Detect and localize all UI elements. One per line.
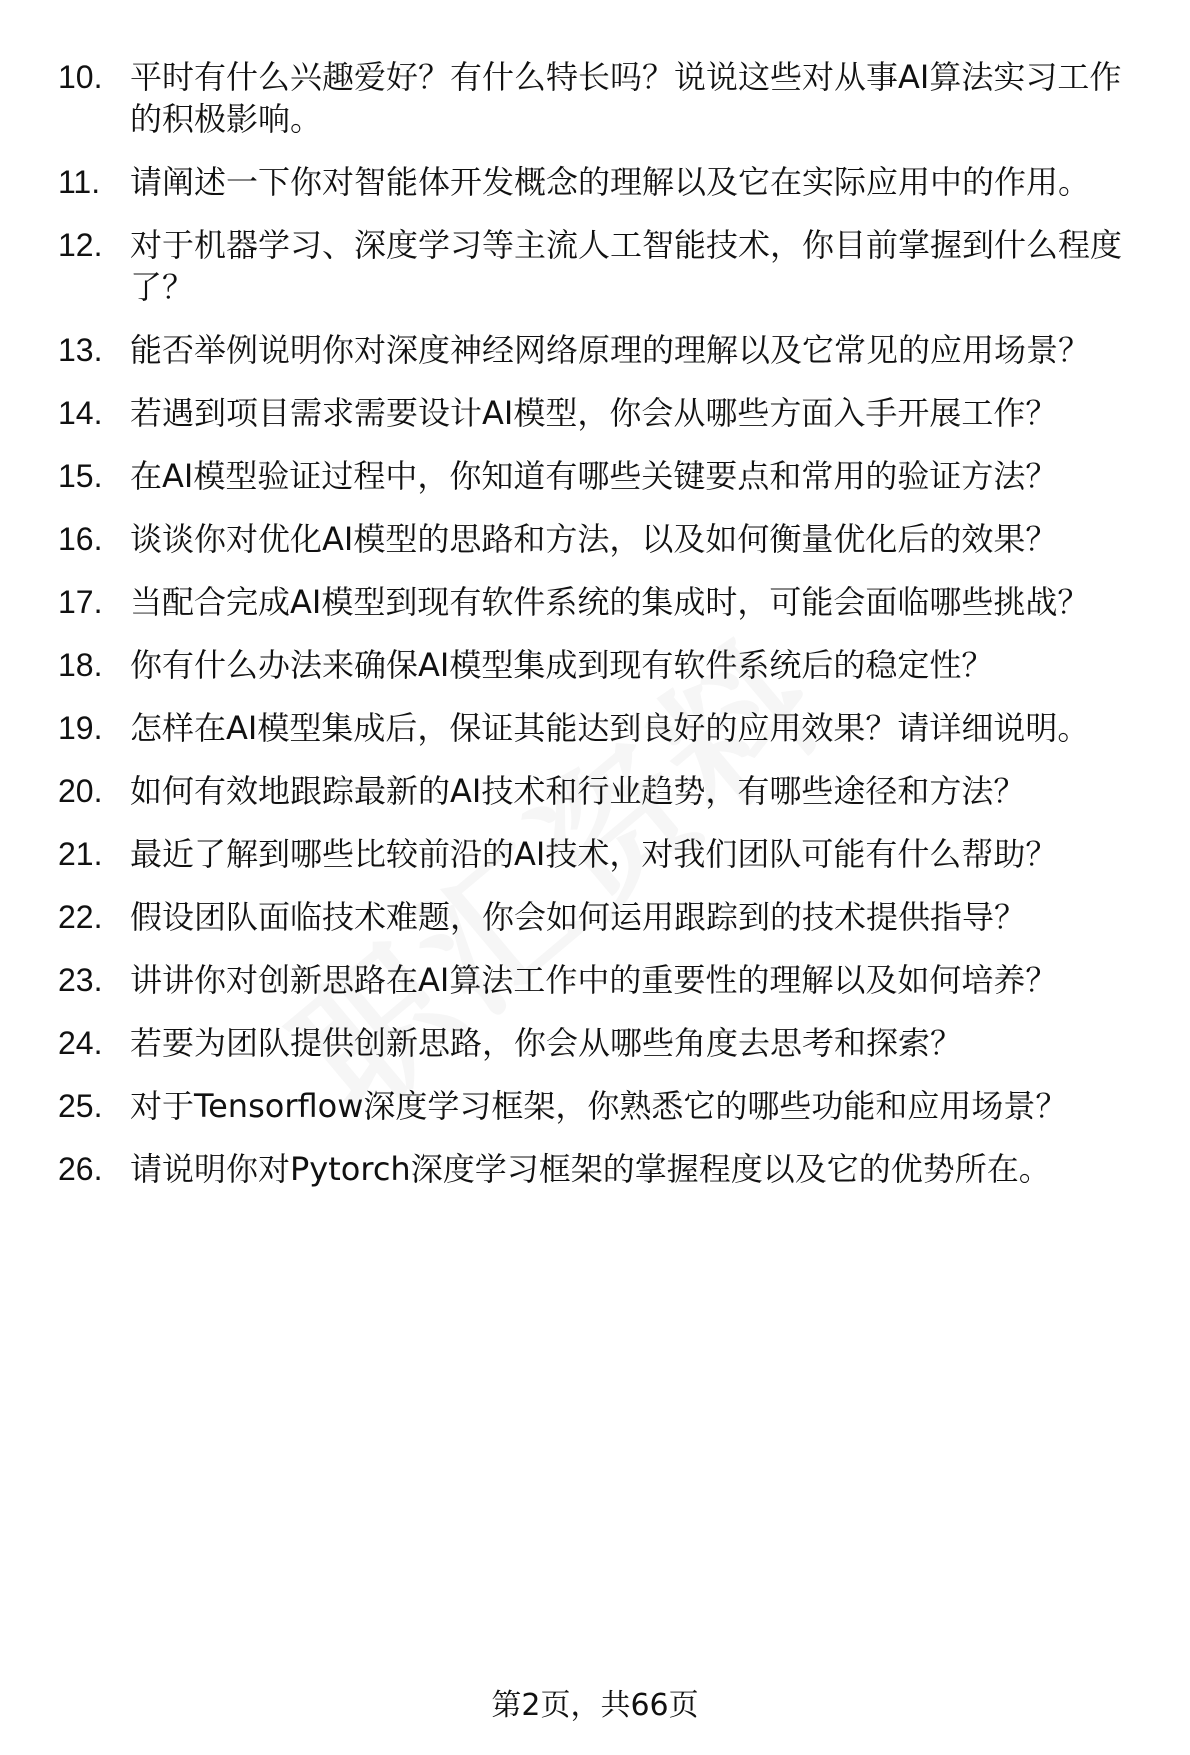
question-number: 18. (58, 647, 103, 683)
question-text: 最近了解到哪些比较前沿的AI技术，对我们团队可能有什么帮助？ (130, 835, 1058, 873)
question-number: 16. (58, 521, 103, 557)
question-number: 15. (58, 458, 103, 494)
question-item (0, 56, 1190, 140)
question-text: 你有什么办法来确保AI模型集成到现有软件系统后的稳定性？ (130, 646, 994, 684)
question-text: 在AI模型验证过程中，你知道有哪些关键要点和常用的验证方法？ (130, 457, 1058, 495)
question-number: 23. (58, 962, 103, 998)
question-text: 请说明你对Pytorch深度学习框架的掌握程度以及它的优势所在。 (130, 1150, 1051, 1188)
question-number: 21. (58, 836, 103, 872)
question-item (0, 1148, 1190, 1190)
question-number: 11. (58, 164, 101, 200)
question-item (0, 224, 1190, 308)
question-text: 对于机器学习、深度学习等主流人工智能技术，你目前掌握到什么程度了？ (130, 226, 1123, 306)
question-item (0, 644, 1190, 686)
question-text: 假设团队面临技术难题，你会如何运用跟踪到的技术提供指导？ (130, 898, 1027, 936)
question-number: 20. (58, 773, 103, 809)
question-number: 17. (58, 584, 103, 620)
question-item (0, 518, 1190, 560)
question-number: 24. (58, 1025, 103, 1061)
question-text: 讲讲你对创新思路在AI算法工作中的重要性的理解以及如何培养？ (130, 961, 1058, 999)
question-number: 26. (58, 1151, 103, 1187)
question-number: 22. (58, 899, 103, 935)
question-number: 13. (58, 332, 103, 368)
question-text: 对于Tensorflow深度学习框架，你熟悉它的哪些功能和应用场景？ (130, 1087, 1068, 1125)
question-text: 平时有什么兴趣爱好？有什么特长吗？说说这些对从事AI算法实习工作的积极影响。 (130, 58, 1122, 138)
question-item (0, 161, 1190, 203)
question-number: 14. (58, 395, 103, 431)
question-item (0, 1085, 1190, 1127)
question-item (0, 1022, 1190, 1064)
question-item (0, 833, 1190, 875)
question-item (0, 392, 1190, 434)
question-text: 能否举例说明你对深度神经网络原理的理解以及它常见的应用场景？ (130, 331, 1091, 369)
question-text: 若遇到项目需求需要设计AI模型，你会从哪些方面入手开展工作？ (130, 394, 1058, 432)
question-item (0, 581, 1190, 623)
question-number: 10. (58, 59, 103, 95)
question-number: 12. (58, 227, 103, 263)
question-number: 25. (58, 1088, 103, 1124)
question-text: 请阐述一下你对智能体开发概念的理解以及它在实际应用中的作用。 (130, 163, 1091, 201)
question-list (0, 56, 1190, 1211)
question-text: 如何有效地跟踪最新的AI技术和行业趋势，有哪些途径和方法？ (130, 772, 1026, 810)
question-text: 若要为团队提供创新思路，你会从哪些角度去思考和探索？ (130, 1024, 963, 1062)
question-item (0, 896, 1190, 938)
page-footer: 第2页，共66页 (491, 1688, 699, 1723)
question-text: 怎样在AI模型集成后，保证其能达到良好的应用效果？请详细说明。 (130, 709, 1090, 747)
question-text: 谈谈你对优化AI模型的思路和方法，以及如何衡量优化后的效果？ (130, 520, 1058, 558)
question-item (0, 455, 1190, 497)
question-item (0, 707, 1190, 749)
question-item (0, 329, 1190, 371)
question-item (0, 959, 1190, 1001)
question-item (0, 770, 1190, 812)
question-text: 当配合完成AI模型到现有软件系统的集成时，可能会面临哪些挑战？ (130, 583, 1090, 621)
question-number: 19. (58, 710, 103, 746)
